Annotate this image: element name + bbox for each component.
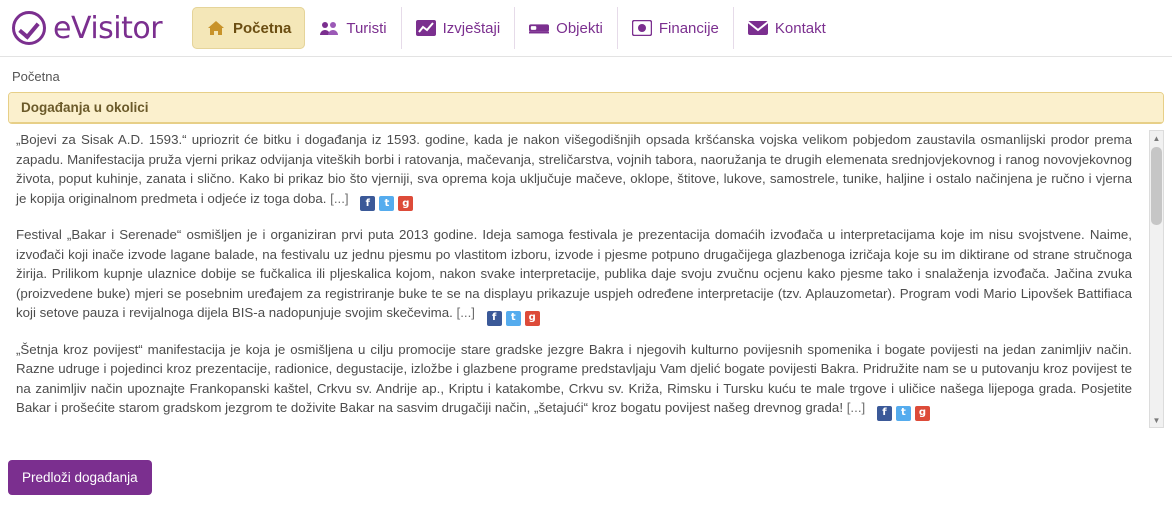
- nav-item-pocetna[interactable]: [192, 7, 305, 49]
- people-icon: [319, 19, 339, 37]
- nav-item-objekti[interactable]: [515, 7, 618, 49]
- envelope-icon: [748, 19, 768, 37]
- main-navigation: [192, 7, 840, 49]
- home-icon: [206, 19, 226, 37]
- googleplus-share-icon[interactable]: g: [915, 406, 930, 421]
- share-buttons: [877, 406, 930, 421]
- breadcrumb[interactable]: [0, 57, 1172, 92]
- events-panel-title: Događanja u okolici: [9, 93, 1163, 123]
- nav-label-financije: Financije: [658, 19, 719, 37]
- scrollbar-thumb[interactable]: [1151, 147, 1162, 225]
- events-panel: [8, 92, 1164, 124]
- list-item: [8, 340, 1138, 421]
- brand-logo[interactable]: [12, 11, 192, 46]
- facebook-share-icon[interactable]: f: [487, 311, 502, 326]
- chart-icon: [416, 19, 436, 37]
- content-scrollbar[interactable]: [1149, 130, 1164, 428]
- twitter-share-icon[interactable]: t: [896, 406, 911, 421]
- nav-label-pocetna: Početna: [233, 19, 292, 37]
- footer-actions: [8, 460, 152, 495]
- facebook-share-icon[interactable]: f: [877, 406, 892, 421]
- nav-label-turisti: Turisti: [346, 19, 387, 37]
- read-more-link[interactable]: [...]: [846, 400, 866, 415]
- nav-item-izvjestaji[interactable]: [402, 7, 516, 49]
- events-list: [8, 130, 1164, 428]
- article-text: „Šetnja kroz povijest“ manifestacija je koja je osmišljena u cilju promocije stare gradske jezgre Bakra i njegovih kulturno povijesnih spomenika i bogate povijesti na jedan zanimljiv način. Razne udruge i pojedinci kroz prezentacije, radionice, degustacije, izložbe i glazbene programe predstavljaju Vam djelić bogate povijesti Bakra. Pridružite nam se u putovanju kroz povijest te na zanimljiv način upoznajte Frankopanski kaštel, Crkvu sv. Andrije ap., Kriptu i katakombe, Crkvu sv. Križa, Rimsku i Tursku kuću te male trgove i uličice našega lijepoga grada. Posjetite Bakar i prošećite starom gradskom jezgrom te doživite Bakar na sasvim drugačiji način, „šetajući“ kroz bogatu povijest našeg drevnog grada!: [16, 341, 1132, 415]
- googleplus-share-icon[interactable]: g: [398, 196, 413, 211]
- propose-event-button[interactable]: Predloži događanja: [8, 460, 152, 495]
- nav-item-turisti[interactable]: [305, 7, 401, 49]
- list-item: [8, 225, 1138, 326]
- twitter-share-icon[interactable]: t: [506, 311, 521, 326]
- app-header: [0, 0, 1172, 57]
- nav-label-objekti: Objekti: [556, 19, 603, 37]
- facebook-share-icon[interactable]: f: [360, 196, 375, 211]
- article-text: „Bojevi za Sisak A.D. 1593.“ upriozrit će bitku i događanja iz 1593. godine, kada je nakon višegodišnjih opsada kršćanska vojska velikom pobjedom zaustavila osmanlijski prodor prema zapadu. Manifestacija pruža vjerni prikaz odvijanja viteških borbi i ratovanja, mačevanja, streličarstva, vojnih tabora, naoružanja te drugih elemenata srednjovjekovnog i ranog novovjekovnog života, poput kuhinje, zanata i slično. Kako bi prikaz bio što vjerniji, sva oprema koja uključuje mačeve, oklope, štitove, lukove, samostrele, tunike, haljine i ostalo načinjena je ručno i vjerna je kopija originalnom predmeta i odjeće iz toga doba.: [16, 132, 1132, 206]
- list-item: [8, 130, 1138, 211]
- breadcrumb-item-pocetna[interactable]: Početna: [12, 69, 60, 84]
- article-text: Festival „Bakar i Serenade“ osmišljen je i organiziran prvi puta 2013 godine. Ideja samoga festivala je prezentacija domaćih izvođača u interpretacijama koje im nisu svojstvene. Naime, izvođači koji inače izvode lagane balade, na festivalu uz jednu pjesmu po vlastitom izboru, izvode i pjesme potpuno drugačijega glazbenoga izričaja koje su im diktirane od strane stručnoga žirija. Prilikom kupnje ulaznice dobije se fučkalica ili pljeskalica kojom, nakon svake interpretacije, publika daje svoju zvučnu ocjenu kako pjesme tako i snalaženja izvođača. Jačina zvuka (proizvedene buke) mjeri se posebnim uređajem za registriranje buke te se na displayu prikazuje uspjeh određene interpretacije (tzv. Aplauzometar). Program vodi Mario Lipovšek Battifiaca koji setove pauza i revijalnoga dijela BIS-a nadopunjuje svojim skečevima.: [16, 227, 1132, 320]
- nav-item-kontakt[interactable]: [734, 7, 840, 49]
- nav-item-financije[interactable]: [618, 7, 734, 49]
- scroll-down-arrow-icon[interactable]: ▼: [1152, 415, 1161, 425]
- events-content-wrapper: [8, 130, 1164, 428]
- brand-name: eVisitor: [53, 10, 163, 46]
- nav-label-kontakt: Kontakt: [774, 19, 826, 37]
- share-buttons: [360, 196, 413, 211]
- share-buttons: [487, 311, 540, 326]
- read-more-link[interactable]: [...]: [330, 190, 349, 206]
- twitter-share-icon[interactable]: t: [379, 196, 394, 211]
- scroll-up-arrow-icon[interactable]: ▲: [1152, 133, 1161, 143]
- read-more-link[interactable]: [...]: [456, 305, 476, 320]
- check-circle-icon: [12, 11, 46, 45]
- money-icon: [632, 19, 652, 37]
- nav-label-izvjestaji: Izvještaji: [442, 19, 501, 37]
- bed-icon: [529, 19, 549, 37]
- googleplus-share-icon[interactable]: g: [525, 311, 540, 326]
